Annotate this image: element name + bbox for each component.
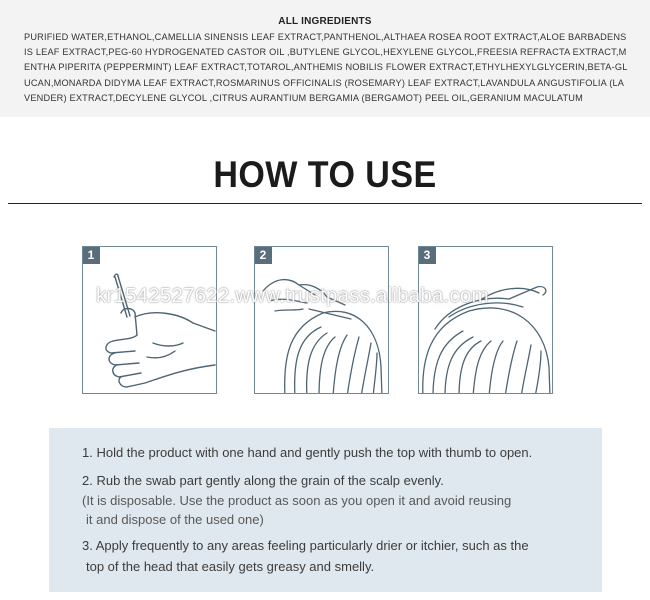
- hand-on-head-icon: [419, 247, 553, 394]
- ingredients-list: PURIFIED WATER,ETHANOL,CAMELLIA SINENSIS LEAF EXTRACT,PANTHENOL,ALTHAEA ROSEA ROOT EXTRACT,ALOE BARBADENSIS LEAF EXTRACT,PEG-60 HYDROGENATED CASTOR OIL ,BUTYLENE GLYCOL,HEXYLENE GLYCOL,FREESIA REFRACTA EXTRACT,MENTHA PIPERITA (PEPPERMINT) LEAF EXTRACT,TOTAROL,ANTHEMIS NOBILIS FLOWER EXTRACT,ETHYLHEXYLGLYCERIN,BETA-GLUCAN,MONARDA DIDYMA LEAF EXTRACT,ROSMARINUS OFFICINALIS (ROSEMARY) LEAF EXTRACT,LAVANDULA ANGUSTIFOLIA (LAVENDER) EXTRACT,DECYLENE GLYCOL ,CITRUS AURANTIUM BERGAMIA (BERGAMOT) PEEL OIL,GERANIUM MACULATUM: [24, 32, 628, 103]
- ingredients-panel: [0, 0, 650, 117]
- ingredients-title: ALL INGREDIENTS: [278, 16, 372, 27]
- hand-holding-swab-icon: [83, 247, 217, 394]
- instruction-note-line-2: it and dispose of the used one): [86, 512, 264, 527]
- step-3-badge: 3: [418, 246, 436, 264]
- step-3-illustration: [418, 246, 553, 394]
- step-2-badge: 2: [254, 246, 272, 264]
- swab-on-scalp-icon: [255, 247, 389, 394]
- step-1-badge: 1: [82, 246, 100, 264]
- divider: [8, 203, 642, 204]
- instruction-step-1: 1. Hold the product with one hand and gently push the top with thumb to open.: [82, 445, 533, 460]
- instruction-step-2: 2. Rub the swab part gently along the grain of the scalp evenly.: [82, 473, 444, 488]
- instruction-note-line-1: (It is disposable. Use the product as soon as you open it and avoid reusing: [82, 493, 512, 508]
- watermark: kr1542527622.www.trustpass.alibaba.com: [96, 284, 489, 307]
- how-to-use-title: HOW TO USE: [213, 154, 437, 195]
- instruction-step-3: 3. Apply frequently to any areas feeling particularly drier or itchier, such as the: [82, 538, 529, 553]
- instructions-panel: [49, 428, 602, 592]
- instruction-step-3-cont: top of the head that easily gets greasy and smelly.: [86, 559, 375, 574]
- step-2-illustration: [254, 246, 389, 394]
- step-1-illustration: [82, 246, 217, 394]
